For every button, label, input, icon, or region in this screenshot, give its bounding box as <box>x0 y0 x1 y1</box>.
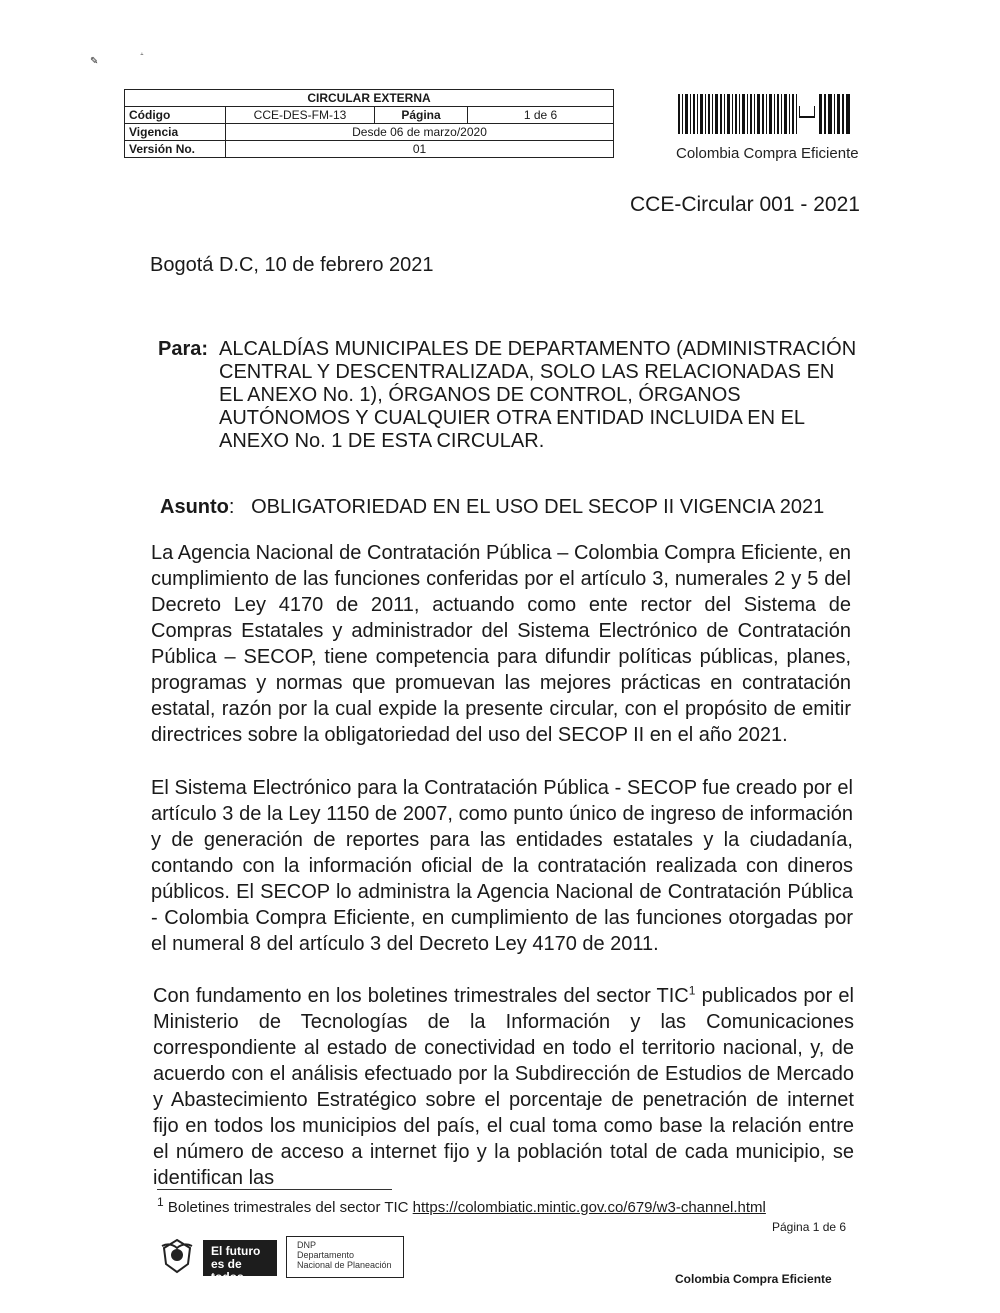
dnp-logo <box>286 1236 404 1278</box>
footnote <box>157 1195 766 1216</box>
paragraph-3-rest: publicados por el Ministerio de Tecnologías de la Información y las Comunicaciones correspondiente al estado de conectividad en todo el territorio nacional, y, de acuerdo con el análisis efectuado por la Subdirección de Estudios de Mercado y Abastecimiento Estratégico sobre el porcentaje de penetración de internet fijo en todos los municipios del país, el cual toma como base la relación entre el número de acceso a internet fijo y la población total de cada municipio, se identifican las <box>153 985 854 1189</box>
paragraph-3 <box>153 983 854 1191</box>
footnote-link[interactable]: https://colombiatic.mintic.gov.co/679/w3-channel.html <box>412 1199 766 1216</box>
footnote-text: Boletines trimestrales del sector TIC <box>163 1199 413 1216</box>
para-recipients: ALCALDÍAS MUNICIPALES DE DEPARTAMENTO (ADMINISTRACIÓN CENTRAL Y DESCENTRALIZADA, SOLO LAS RELACIONADAS EN EL ANEXO No. 1), ÓRGANOS DE CONTROL, ÓRGANOS AUTÓNOMOS Y CUALQUIER OTRA ENTIDAD INCLUIDA EN EL ANEXO No. 1 DE ESTA CIRCULAR. <box>219 338 857 452</box>
codigo-value: CCE-DES-FM-13 <box>226 107 375 124</box>
dnp-line-3: Nacional de Planeación <box>297 1260 392 1270</box>
version-label: Versión No. <box>125 141 226 158</box>
para-section <box>158 338 858 452</box>
asunto-section <box>160 496 824 519</box>
circular-number: CCE-Circular 001 - 2021 <box>630 193 860 216</box>
futuro-line-1: El futuro <box>211 1244 261 1258</box>
vigencia-value: Desde 06 de marzo/2020 <box>226 124 614 141</box>
paragraph-2: El Sistema Electrónico para la Contratación Pública - SECOP fue creado por el artículo 3 de la Ley 1150 de 2007, como punto único de ingreso de información y de generación de reportes para las entidades estatales y la ciudadanía, contando con la información oficial de la contratación realizada con dineros públicos. El SECOP lo administra la Agencia Nacional de Contratación Pública - Colombia Compra Eficiente, en cumplimiento de las funciones otorgadas por el numeral 8 del artículo 3 del Decreto Ley 4170 de 2011. <box>151 777 853 955</box>
dnp-line-1: DNP <box>297 1240 317 1250</box>
pagina-value: 1 de 6 <box>468 107 614 124</box>
asunto-label: Asunto <box>160 496 229 518</box>
codigo-label: Código <box>125 107 226 124</box>
document-header-table <box>124 89 614 158</box>
pagina-label: Página <box>375 107 468 124</box>
asunto-colon: : <box>228 496 235 518</box>
version-value: 01 <box>226 141 614 158</box>
dnp-line-2: Departamento <box>297 1250 355 1260</box>
barcode-logo-icon <box>678 94 853 138</box>
vigencia-label: Vigencia <box>125 124 226 141</box>
footnote-number: 1 <box>157 1195 164 1209</box>
paragraph-1: La Agencia Nacional de Contratación Pública – Colombia Compra Eficiente, en cumplimiento de las funciones conferidas por el artículo 3, numerales 2 y 5 del Decreto Ley 4170 de 2011, actuando como ente rector del Sistema de Compras Estatales y administrador del Sistema Electrónico de Contratación Pública – SECOP, tiene competencia para difundir políticas públicas, planes, programas y normas que promuevan las mejores prácticas en contratación estatal, razón por la cual expide la presente circular, con el propósito de emitir directrices sobre la obligatoriedad del uso del SECOP II en el año 2021. <box>151 542 851 746</box>
para-label: Para: <box>158 338 209 360</box>
header-title: CIRCULAR EXTERNA <box>125 90 614 107</box>
coat-of-arms-icon <box>160 1238 194 1274</box>
el-futuro-logo <box>203 1240 277 1284</box>
logo-text: Colombia Compra Eficiente <box>676 145 859 162</box>
footer-brand: Colombia Compra Eficiente <box>675 1272 832 1286</box>
footnote-divider <box>157 1189 392 1190</box>
paragraph-3-start: Con fundamento en los boletines trimestrales del sector TIC <box>153 985 689 1007</box>
page-number: Página 1 de 6 <box>772 1220 847 1234</box>
scan-mark: ✎ <box>90 56 99 67</box>
date-line: Bogotá D.C, 10 de febrero 2021 <box>150 254 434 276</box>
futuro-line-2: es de todos <box>211 1257 244 1284</box>
footnote-ref: 1 <box>688 983 696 998</box>
asunto-text: OBLIGATORIEDAD EN EL USO DEL SECOP II VIGENCIA 2021 <box>251 496 825 518</box>
